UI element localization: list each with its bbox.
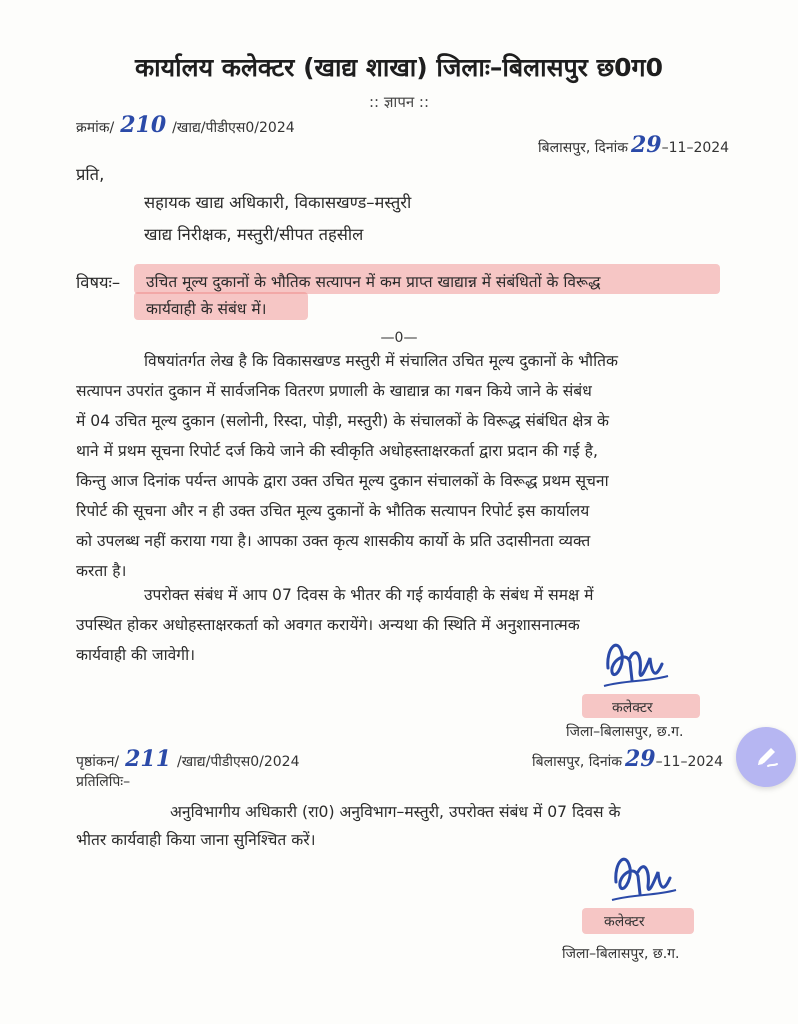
to-label: प्रति, <box>76 165 105 184</box>
endorse-ref-suffix: /खाद्य/पीडीएस0/2024 <box>177 754 300 770</box>
memo-reference <box>76 112 295 138</box>
signature-1 <box>596 628 676 698</box>
copy-label: प्रतिलिपिः– <box>76 774 131 790</box>
district-2: जिला–बिलासपुर, छ.ग. <box>562 946 680 962</box>
district-1: जिला–बिलासपुर, छ.ग. <box>566 724 684 740</box>
addressee-line-2: खाद्य निरीक्षक, मस्तुरी/सीपत तहसील <box>144 225 364 244</box>
memo-date <box>538 132 729 158</box>
body-paragraph-1 <box>76 346 726 586</box>
edit-fab-button[interactable] <box>736 727 796 787</box>
endorse-place-date-label: बिलासपुर, दिनांक <box>532 754 622 770</box>
para1-line: थाने में प्रथम सूचना रिपोर्ट दर्ज किये जाने की स्वीकृति अधोहस्ताक्षरकर्ता द्वारा प्रदान की गई है, <box>76 442 598 460</box>
designation-1: कलेक्टर <box>612 700 653 716</box>
para1-line: विषयांतर्गत लेख है कि विकासखण्ड मस्तुरी में संचालित उचित मूल्य दुकानों के भौतिक <box>144 352 618 370</box>
ref-suffix: /खाद्य/पीडीएस0/2024 <box>172 120 295 136</box>
para2-line: उपरोक्त संबंध में आप 07 दिवस के भीतर की गई कार्यवाही के संबंध में समक्ष में <box>144 586 594 604</box>
endorse-date-suffix: –11–2024 <box>655 754 724 770</box>
para1-line: करता है। <box>76 562 127 580</box>
designation-2: कलेक्टर <box>604 914 645 930</box>
memo-heading: :: ज्ञापन :: <box>368 93 430 111</box>
subject-label: विषयः– <box>76 273 121 292</box>
pen-icon <box>751 742 781 772</box>
copy-line-2: भीतर कार्यवाही किया जाना सुनिश्चित करें। <box>76 831 316 849</box>
ref-label: क्रमांक/ <box>76 120 115 136</box>
divider: —0— <box>380 330 418 346</box>
para2-line: कार्यवाही की जावेगी। <box>76 646 196 664</box>
para1-line: रिपोर्ट की सूचना और न ही उक्त उचित मूल्य दुकानों के भौतिक सत्यापन रिपोर्ट इस कार्यालय <box>76 502 590 520</box>
para1-line: सत्यापन उपरांत दुकान में सार्वजनिक वितरण प्रणाली के खाद्यान्न का गबन किये जाने के संबंध <box>76 382 592 400</box>
office-title: कार्यालय कलेक्टर (खाद्य शाखा) जिलाः–बिलासपुर छ0ग0 <box>134 53 664 82</box>
copy-line-1: अनुविभागीय अधिकारी (रा0) अनुविभाग–मस्तुरी, उपरोक्त संबंध में 07 दिवस के <box>170 803 621 821</box>
ref-number: 210 <box>120 112 167 138</box>
signature-2 <box>604 842 684 912</box>
para1-line: को उपलब्ध नहीं कराया गया है। आपका उक्त कृत्य शासकीय कार्यो के प्रति उदासीनता व्यक्त <box>76 532 591 550</box>
subject-line-2: कार्यवाही के संबंध में। <box>146 300 267 318</box>
endorse-ref-label: पृष्ठांकन/ <box>76 754 120 770</box>
place-date-label: बिलासपुर, दिनांक <box>538 140 628 156</box>
para1-line: में 04 उचित मूल्य दुकान (सलोनी, रिस्दा, पोड़ी, मस्तुरी) के संचालकों के विरूद्ध संबंधित क्षेत्र के <box>76 412 610 430</box>
endorsement-date <box>532 746 723 772</box>
endorse-date-hand: 29 <box>625 746 656 772</box>
subject-line-1: उचित मूल्य दुकानों के भौतिक सत्यापन में कम प्राप्त खाद्यान्न में संबंधितों के विरूद्ध <box>146 273 601 291</box>
endorse-ref-number: 211 <box>125 746 172 772</box>
endorsement-reference <box>76 746 300 772</box>
date-suffix: –11–2024 <box>661 140 730 156</box>
addressee-line-1: सहायक खाद्य अधिकारी, विकासखण्ड–मस्तुरी <box>144 193 412 212</box>
para1-line: किन्तु आज दिनांक पर्यन्त आपके द्वारा उक्त उचित मूल्य दुकान संचालकों के विरूद्ध प्रथम सूचना <box>76 472 609 490</box>
date-hand: 29 <box>631 132 662 158</box>
para2-line: उपस्थित होकर अधोहस्ताक्षरकर्ता को अवगत करायेंगे। अन्यथा की स्थिति में अनुशासनात्मक <box>76 616 580 634</box>
